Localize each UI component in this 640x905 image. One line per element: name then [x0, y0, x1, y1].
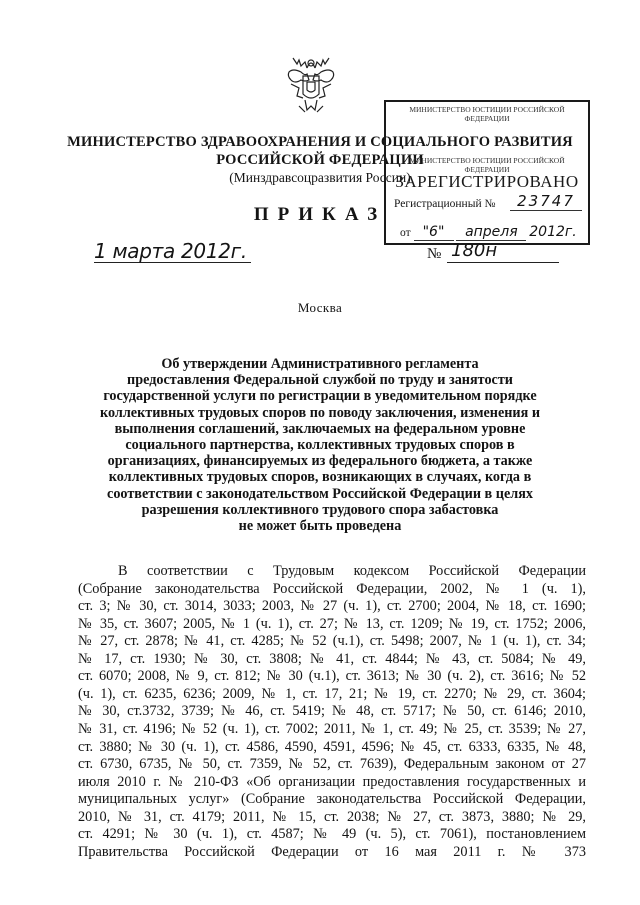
title-line: государственной услуги по регистрации в уведомительном порядке [103, 388, 537, 405]
title-line: выполнения соглашений, заключаемых на федеральном уровне [114, 420, 526, 437]
body-line: 2010, № 31, ст. 4179; 2011, № 15, ст. 2038; № 27, ст. 3873, 3880; № 29, [78, 808, 586, 825]
stamp-date-year: 2012г. [529, 224, 577, 240]
stamp-status: ЗАРЕГИСТРИРОВАНО [395, 172, 579, 191]
title-line: предоставления Федеральной службой по труду и занятости [127, 372, 513, 389]
stamp-date-day: "6" [414, 224, 454, 241]
body-line: ст. 3; № 30, ст. 3014, 3033; 2003, № 27 (ч. 1), ст. 2700; 2004, № 18, ст. 1690; [78, 598, 586, 615]
title-line: коллективных трудовых споров, возникающих в случаях, когда в [108, 469, 532, 486]
registration-stamp [384, 100, 590, 245]
body-line: Правительства Российской Федерации от 16 мая 2011 г. № 373 [78, 843, 586, 860]
body-line: ст. 6070; 2008, № 9, ст. 812; № 30 (ч.1), ст. 3613; № 30 (ч. 2), ст. 3616; № 52 [78, 668, 586, 685]
title-line: не может быть проведена [238, 518, 402, 534]
city: Москва [297, 300, 343, 315]
body-line: ст. 6730, 6735, № 50, ст. 7359, № 52, ст. 7639), Федеральным законом от 27 [78, 756, 586, 773]
order-number-label: № [427, 246, 442, 262]
stamp-reg-label: Регистрационный № [394, 198, 496, 210]
ministry-name-line2: РОССИЙСКОЙ ФЕДЕРАЦИИ [216, 152, 424, 168]
body-line: ст. 3880; № 30 (ч. 1), ст. 4586, 4590, 4591, 4596; № 45, ст. 6333, 6335, № 48, [78, 738, 586, 755]
body-line: № 35, ст. 3607; 2005, № 1 (ч. 1), ст. 27; № 13, ст. 1209; № 19, ст. 1752; 2006, [78, 615, 586, 632]
order-number: 180н [447, 240, 559, 263]
document-type: ПРИКАЗ [253, 204, 387, 225]
order-date: 1 марта 2012г. [94, 240, 251, 263]
ministry-name-line1: МИНИСТЕРСТВО ЗДРАВООХРАНЕНИЯ И СОЦИАЛЬНОГО РАЗВИТИЯ [67, 134, 573, 150]
body-line: В соответствии с Трудовым кодексом Российской Федерации [118, 563, 586, 579]
title-line: коллективных трудовых споров по поводу заключения, изменения и [99, 404, 541, 421]
body-line: № 27, ст. 2878; № 41, ст. 4285; № 52 (ч.1), ст. 5498; 2007, № 1 (ч. 1), ст. 34; [78, 633, 586, 650]
body-line: ст. 4291; № 30 (ч. 1), ст. 4587; № 49 (ч. 5), ст. 7061), постановлением [78, 826, 586, 843]
body-line: № 30, ст.3732, 3739; № 46, ст. 5419; № 48, ст. 5717; № 50, ст. 6146; 2010, [78, 703, 586, 720]
title-line: Об утверждении Административного регламента [161, 356, 479, 372]
stamp-date [400, 224, 577, 241]
body-line: (ч. 1), ст. 6235, 6236; 2009, № 1, ст. 17, 21; № 19, ст. 2270; № 29, ст. 3604; [78, 685, 586, 702]
stamp-reg-number: 23747 [510, 192, 582, 211]
coat-of-arms-icon [283, 54, 339, 116]
stamp-date-prefix: от [400, 227, 411, 239]
title-line: социального партнерства, коллективных трудовых споров в [125, 437, 515, 453]
ministry-short-name: (Минздравсоцразвития России) [229, 170, 411, 185]
body-line: № 31, ст. 4196; № 52 (ч. 1), ст. 7002; 2011, № 1, ст. 49; № 25, ст. 3539; № 27, [78, 720, 586, 737]
stamp-date-month: апреля [456, 224, 526, 241]
body-line: муниципальных услуг» (Собрание законодательства Российской Федерации, [78, 791, 586, 808]
title-line: организациях, финансируемых из федерального бюджета, а также [107, 453, 533, 470]
stamp-org-top: МИНИСТЕРСТВО ЮСТИЦИИ РОССИЙСКОЙ ФЕДЕРАЦИИ [409, 105, 565, 123]
title-line: разрешения коллективного трудового спора забастовка [141, 501, 499, 518]
body-line: (Собрание законодательства Российской Федерации, 2002, № 1 (ч. 1), [78, 580, 586, 597]
body-line: № 17, ст. 1930; № 30, ст. 3808; № 41, ст. 4844; № 43, ст. 5084; № 49, [78, 650, 586, 667]
body-line: июля 2010 г. № 210-ФЗ «Об организации предоставления государственных и [78, 773, 586, 790]
title-line: соответствии с законодательством Российской Федерации в целях [107, 485, 533, 502]
stamp-org: МИНИСТЕРСТВО ЮСТИЦИИ РОССИЙСКОЙ ФЕДЕРАЦИИ [409, 156, 565, 174]
